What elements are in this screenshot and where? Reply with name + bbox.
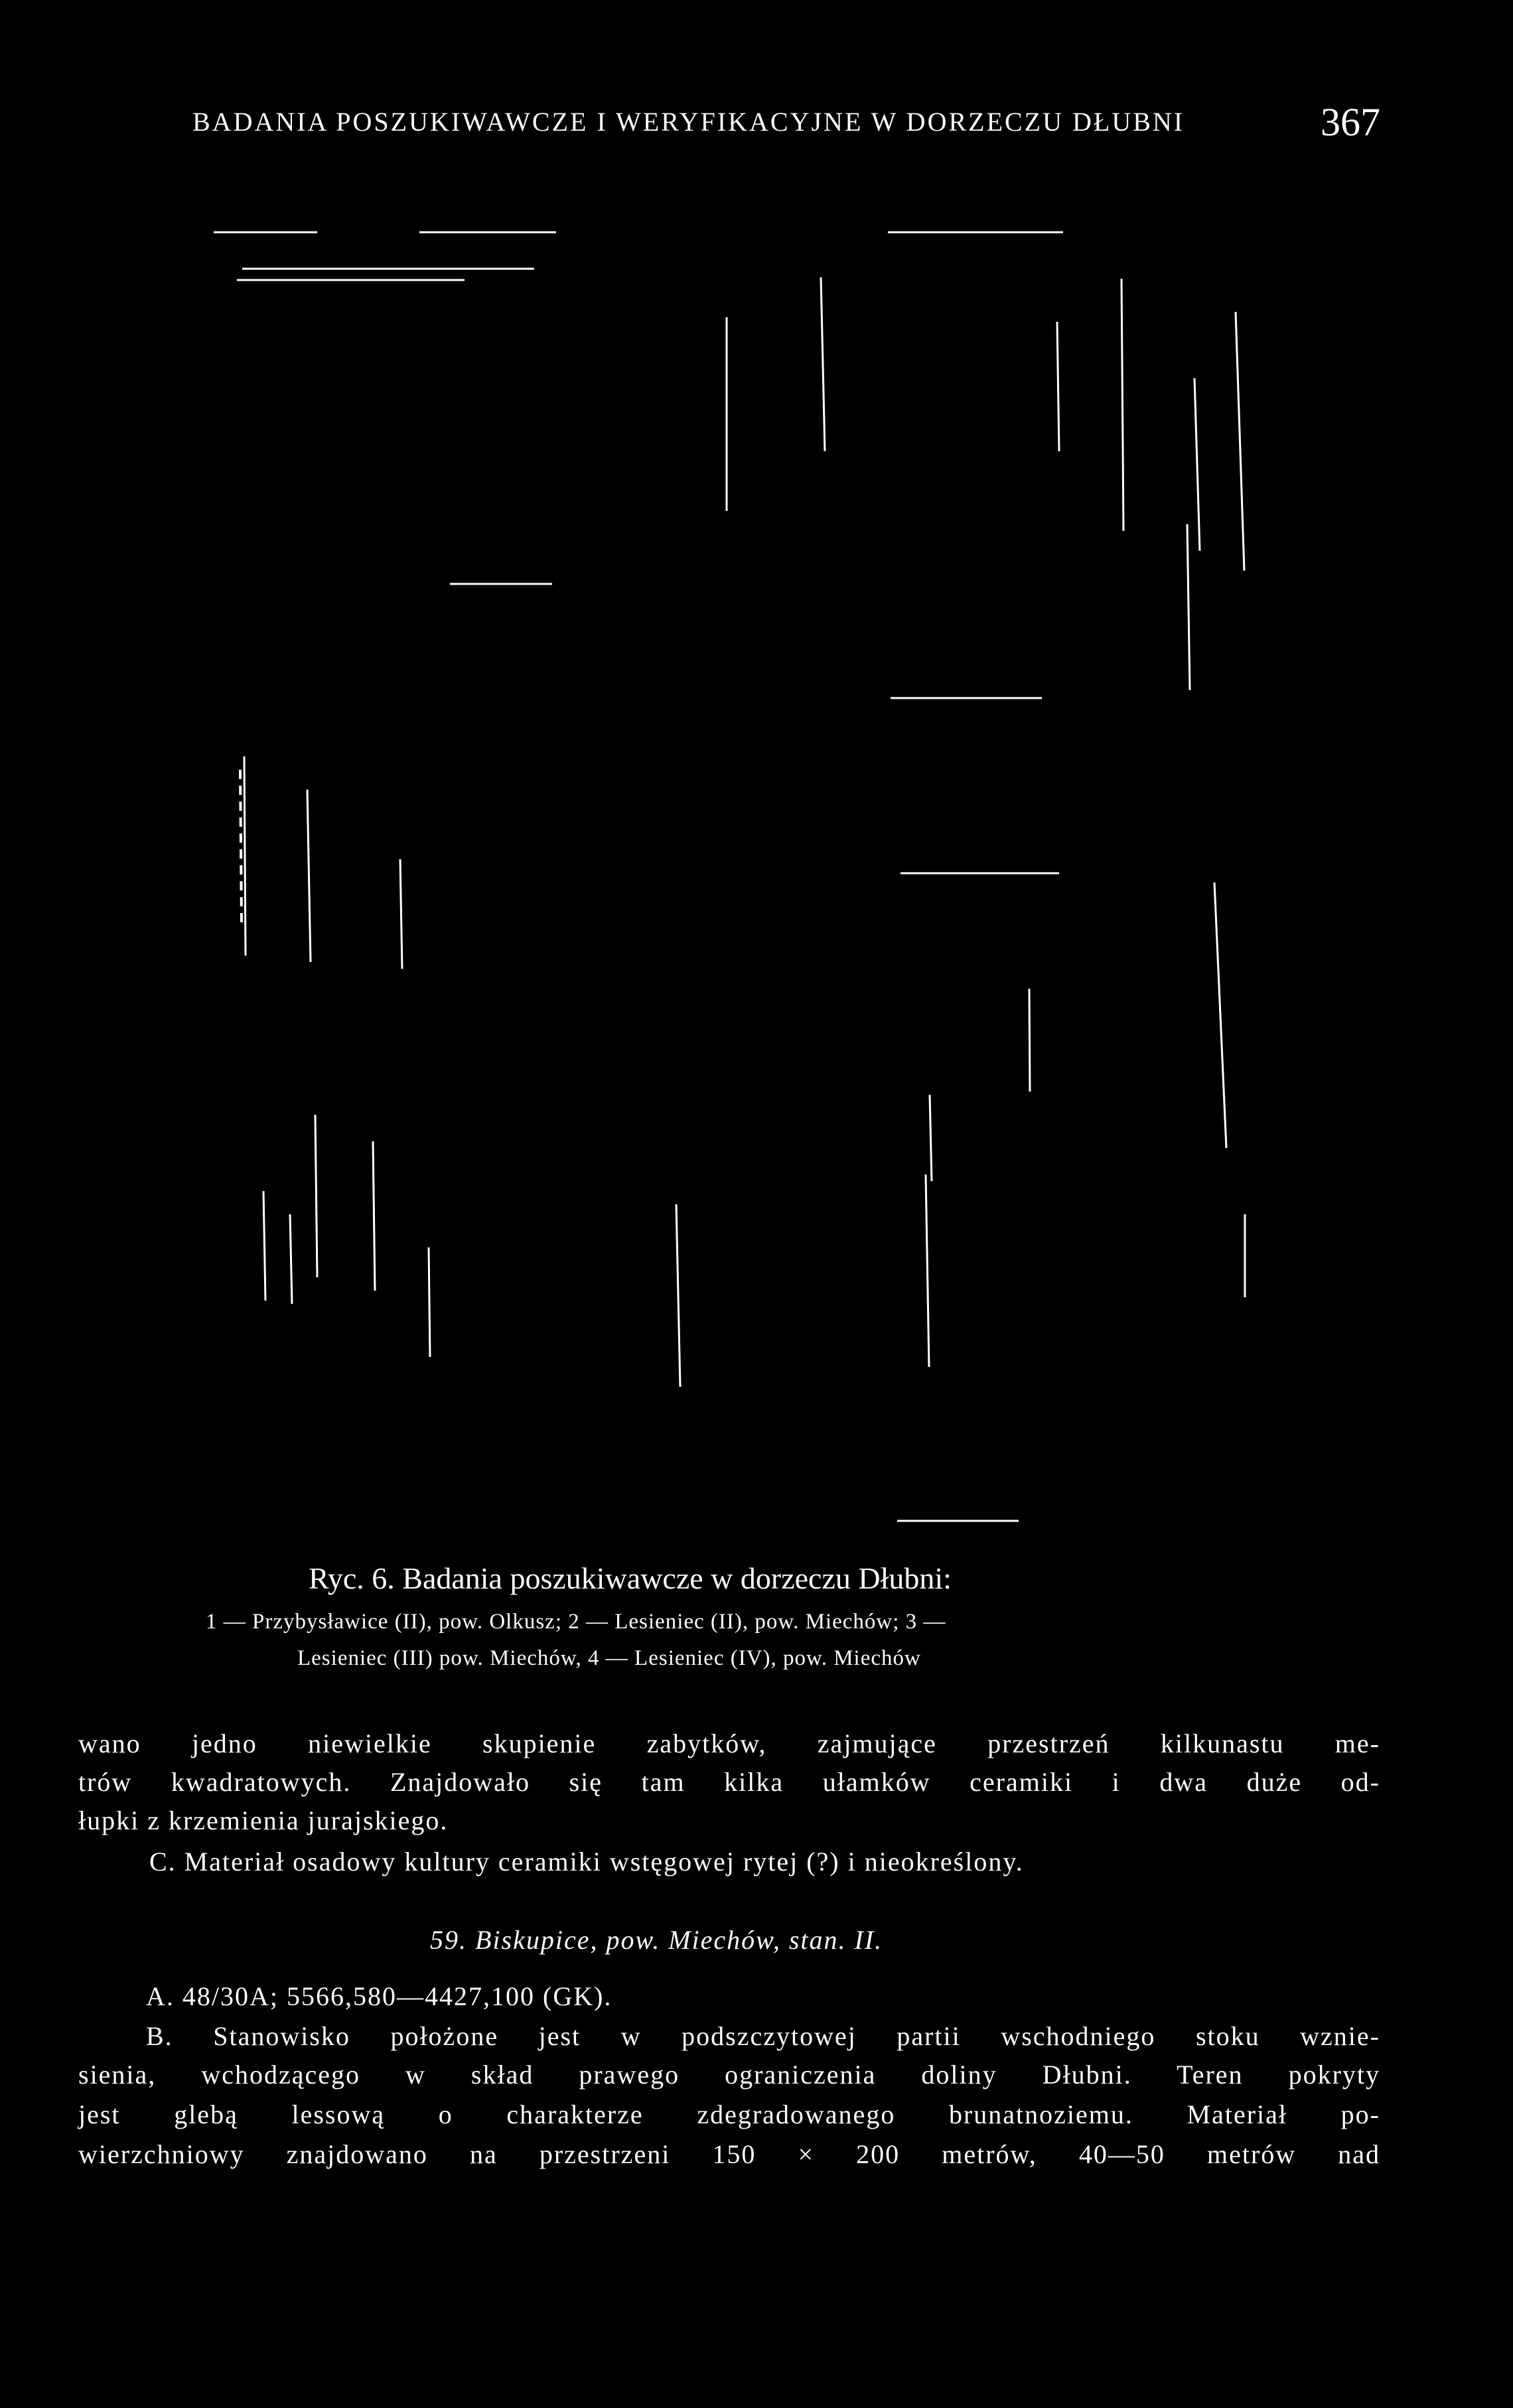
body-text-line: wano jedno niewielkie skupienie zabytków, zajmujące przestrzeń kilkunastu me- [78, 1729, 1380, 1758]
figure-caption-line: 1 — Przybysławice (II), pow. Olkusz; 2 — Lesieniec (II), pow. Miechów; 3 — [206, 1610, 946, 1634]
body-text-line: C. Materiał osadowy kultury ceramiki wstęgowej rytej (?) i nieokreślony. [149, 1847, 1024, 1877]
body-text-line: sienia, wchodzącego w skład prawego ograniczenia doliny Dłubni. Teren pokryty [78, 2060, 1380, 2089]
body-text-line: A. 48/30A; 5566,580—4427,100 (GK). [146, 1981, 612, 2011]
running-header: BADANIA POSZUKIWAWCZE I WERYFIKACYJNE W DORZECZU DŁUBNI [192, 107, 1185, 137]
figure-horizontal-strokes [214, 232, 1063, 1521]
figure-caption-line: Lesieniec (III) pow. Miechów, 4 — Lesieniec (IV), pow. Miechów [297, 1646, 921, 1670]
body-text-line: B. Stanowisko położone jest w podszczytowej partii wschodniego stoku wznie- [146, 2021, 1380, 2051]
page-number: 367 [1321, 100, 1380, 144]
figure-dashed-mark [240, 770, 242, 922]
figure-caption-title: Ryc. 6. Badania poszukiwawcze w dorzeczu Dłubni: [309, 1561, 952, 1595]
site-heading: 59. Biskupice, pow. Miechów, stan. II. [430, 1925, 883, 1955]
figure-vertical-strokes [244, 277, 1245, 1387]
body-text-line: trów kwadratowych. Znajdowało się tam kilka ułamków ceramiki i dwa duże od- [78, 1767, 1380, 1797]
body-text-line: wierzchniowy znajdowano na przestrzeni 150 × 200 metrów, 40—50 metrów nad [78, 2139, 1380, 2169]
body-text-line: jest glebą lessową o charakterze zdegradowanego brunatnoziemu. Materiał po- [78, 2099, 1380, 2129]
body-text-line: łupki z krzemienia jurajskiego. [78, 1806, 449, 1835]
